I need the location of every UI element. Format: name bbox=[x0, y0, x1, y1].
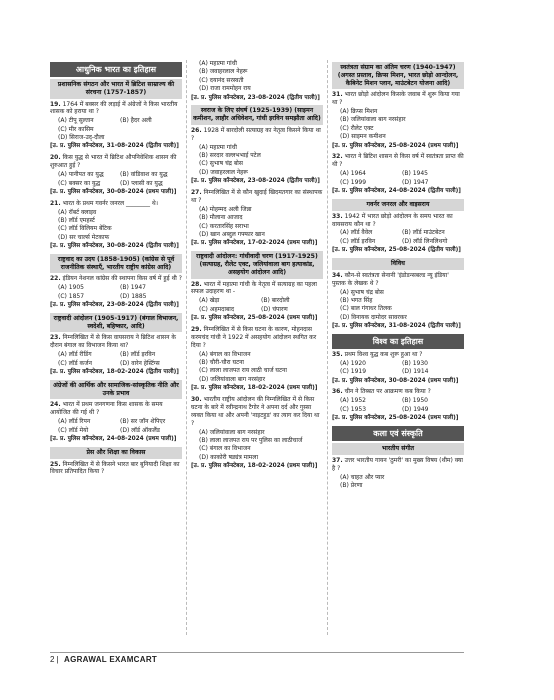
option: (D) काकोरी षड्यंत्र मामला bbox=[199, 453, 259, 461]
option: (D) 1914 bbox=[402, 368, 429, 376]
question-24 bbox=[50, 401, 182, 417]
options bbox=[332, 170, 464, 187]
option: (C) मीर कासिम bbox=[58, 125, 94, 133]
column-3 bbox=[332, 60, 464, 490]
question-number: 28. bbox=[191, 280, 202, 288]
exam-source: [उ. प्र. पुलिस कॉन्स्टेबल, 25-08-2024 (प्रथम पाली)] bbox=[191, 315, 318, 322]
subsection-heading: राष्ट्रवादी आंदोलन: गांधीवादी चरण (1917-1925) (सत्याग्रह, रौलेट एक्ट, जलियांवाला बाग हत्याकांड, असहयोग आंदोलन आदि) bbox=[191, 251, 323, 278]
question-number: 30. bbox=[191, 396, 202, 403]
question-text: भारत में प्रथम जनगणना किस शासक के समय आयोजित की गई थी ? bbox=[50, 401, 163, 417]
question-29 bbox=[191, 326, 323, 350]
subsection-heading: प्रशासनिक संगठन और भारत में ब्रिटिश साम्राज्य की संरचना (1757-1857) bbox=[50, 79, 182, 99]
question-text: निम्नलिखित में से कौन खुदाई खिदमतगार का संस्थापक था ? bbox=[191, 189, 323, 204]
question-number: 22. bbox=[50, 275, 61, 283]
question-28 bbox=[191, 281, 323, 297]
question-number: 32. bbox=[332, 153, 343, 161]
exam-source: [उ. प्र. पुलिस कॉन्स्टेबल, 30-08-2024 (प्रथम पाली)] bbox=[50, 188, 177, 195]
exam-source: [उ. प्र. पुलिस कॉन्स्टेबल, 25-08-2024 (द्वितीय पाली)] bbox=[332, 247, 461, 254]
question-text: किस युद्ध से भारत में ब्रिटिश औपनिवेशिक शासन की शुरुआत हुई ? bbox=[50, 154, 177, 170]
exam-source: [उ. प्र. पुलिस कॉन्स्टेबल, 23-08-2024 (द्वितीय पाली)] bbox=[191, 94, 320, 101]
option: (D) 1885 bbox=[120, 292, 147, 300]
options bbox=[332, 229, 464, 246]
question-text: निम्नलिखित में से किस घटना के कारण, मोहनदास करमचंद गांधी ने 1922 में असहयोग आंदोलन स्थगित कर दिया ? bbox=[191, 325, 317, 349]
page-footer bbox=[50, 652, 464, 665]
subsection-heading: प्रेस और शिक्षा का विकास bbox=[50, 447, 182, 459]
option: (A) लॉर्ड रीडिंग bbox=[58, 351, 92, 359]
question-number: 33. bbox=[332, 212, 343, 220]
option: (D) लॉर्ड लिनलिथगो bbox=[402, 237, 448, 245]
question-text: 1764 में बक्सर की लड़ाई में अंग्रेजों ने किस भारतीय शासक को हराया था ? bbox=[50, 100, 178, 116]
option: (B) प्रेरणा bbox=[340, 481, 363, 489]
subsection-heading: राष्ट्रवाद का उदय (1858-1905) (कांग्रेस से पूर्व राजनीतिक संस्थाएँ, भारतीय राष्ट्रीय कांग्रेस आदि) bbox=[50, 254, 182, 274]
option: (B) भगत सिंह bbox=[340, 296, 373, 304]
option: (B) लॉर्ड इरविन bbox=[120, 351, 156, 359]
option: (C) सुभाष चंद्र बोस bbox=[199, 160, 243, 168]
option: (D) वारेन हेस्टिंग्स bbox=[120, 359, 160, 367]
option: (A) 1964 bbox=[340, 170, 366, 178]
question-number: 19. bbox=[50, 100, 61, 108]
question-27 bbox=[191, 189, 323, 205]
question-number: 27. bbox=[191, 189, 202, 197]
subsection-heading: भारतीय संगीत bbox=[332, 443, 464, 455]
option: (B) 1930 bbox=[402, 359, 428, 367]
question-number: 37. bbox=[332, 456, 343, 464]
options bbox=[191, 297, 323, 314]
question-22 bbox=[50, 275, 182, 283]
option: (D) 1947 bbox=[402, 178, 429, 186]
option: (B) वांडिवाश का युद्ध bbox=[120, 171, 168, 179]
question-text: भारत ने ब्रिटिश शासन से किस वर्ष में स्वतंत्रता प्राप्त की थी ? bbox=[332, 153, 464, 169]
question-23 bbox=[50, 334, 182, 350]
question-26 bbox=[191, 127, 323, 143]
question-text: उत्तर भारतीय गायन 'ठुमरी' का मुख्य विषय (थीम) क्या है ? bbox=[332, 456, 463, 472]
option: (A) सुभाष चंद्र बोस bbox=[340, 288, 384, 296]
option: (C) 1919 bbox=[340, 368, 367, 376]
option: (D) जलियांवाला बाग नरसंहार bbox=[199, 375, 266, 383]
column-1 bbox=[50, 60, 182, 477]
question-20 bbox=[50, 154, 182, 170]
exam-source: [उ. प्र. पुलिस कॉन्स्टेबल, 31-08-2024 (द्वितीय पाली)] bbox=[332, 323, 461, 330]
exam-source: [उ. प्र. पुलिस कॉन्स्टेबल, 23-08-2024 (द्वितीय पाली)] bbox=[50, 302, 179, 309]
question-number: 36. bbox=[332, 388, 343, 396]
option: (A) 1905 bbox=[58, 284, 84, 292]
question-33 bbox=[332, 213, 464, 229]
option: (B) लॉर्ड माउंटबेटन bbox=[402, 229, 445, 237]
option: (A) बंगाल का विभाजन bbox=[199, 350, 251, 358]
question-34 bbox=[332, 272, 464, 288]
options bbox=[50, 117, 182, 125]
question-19 bbox=[50, 101, 182, 117]
publisher-brand: AGRAWAL EXAMCART bbox=[64, 655, 158, 664]
question-text: प्रथम विश्व युद्ध कब शुरू हुआ था ? bbox=[344, 350, 423, 358]
exam-source: [उ. प्र. पुलिस कॉन्स्टेबल, 17-02-2024 (प्रथम पाली)] bbox=[191, 240, 318, 247]
option: (D) सिराज-उद्-दौला bbox=[58, 134, 105, 142]
question-25 bbox=[50, 461, 182, 477]
option: (A) महात्मा गांधी bbox=[199, 60, 237, 67]
section-heading-art-culture: कला एवं संस्कृति bbox=[332, 426, 464, 441]
option: (C) 1999 bbox=[340, 178, 367, 186]
option: (B) मौलाना आजाद bbox=[199, 214, 243, 222]
option: (C) लॉर्ड विलियम बेंटिक bbox=[58, 225, 112, 233]
option: (B) सर जॉन शेपिएर bbox=[120, 418, 166, 426]
question-text: कौन-से स्वतंत्रता सेनानी 'इंडोडन्सबल्ड न्यू इंडिया' पुस्तक के लेखक थे ? bbox=[332, 271, 449, 287]
option: (C) अहमदाबाद bbox=[199, 305, 235, 313]
option: (A) खेड़ा bbox=[199, 297, 220, 305]
option: (B) बारदोली bbox=[261, 297, 290, 305]
exam-source: [उ. प्र. पुलिस कॉन्स्टेबल, 30-08-2024 (प्रथम पाली)] bbox=[332, 377, 459, 384]
question-text: भारत छोड़ो आंदोलन किसके जवाब में शुरू किया गया था ? bbox=[332, 91, 460, 107]
question-number: 29. bbox=[191, 325, 202, 333]
options bbox=[50, 171, 182, 188]
subsection-heading: स्वराज के लिए संघर्ष (1925-1939) (साइमन कमीशन, लाहौर अधिवेशन, गांधी इरविन समझौता आदि) bbox=[191, 105, 323, 125]
option: (B) हैदर अली bbox=[120, 117, 152, 125]
column-divider bbox=[186, 60, 187, 635]
section-heading-world-history: विश्व का इतिहास bbox=[332, 334, 464, 349]
option: (A) रॉबर्ट क्लाइव bbox=[58, 208, 97, 216]
question-35 bbox=[332, 351, 464, 359]
question-number: 23. bbox=[50, 334, 61, 342]
question-number: 35. bbox=[332, 350, 343, 358]
option: (A) टीपू सुल्तान bbox=[58, 117, 94, 125]
option: (B) जलियांवाला बाग नरसंहार bbox=[340, 116, 406, 124]
option: (A) 1920 bbox=[340, 359, 366, 367]
option: (D) लॉर्ड ऑकलैंड bbox=[120, 426, 160, 434]
question-number: 34. bbox=[332, 271, 343, 279]
option: (A) लॉर्ड रिपन bbox=[58, 418, 91, 426]
option: (C) दयानंद सरस्वती bbox=[199, 76, 244, 84]
option: (D) सर चार्ल्स मेटकाफ bbox=[58, 233, 110, 241]
option: (C) लाला लाजपत राय लाठी चार्ज घटना bbox=[199, 367, 287, 375]
exam-source: [उ. प्र. पुलिस कॉन्स्टेबल, 18-02-2024 (प्रथम पाली)] bbox=[191, 463, 318, 470]
question-36 bbox=[332, 388, 464, 396]
question-number: 21. bbox=[50, 199, 61, 207]
option: (C) लॉर्ड इरविन bbox=[340, 237, 376, 245]
subsection-heading: राष्ट्रवादी आंदोलन (1905-1917) (बंगाल विभाजन, स्वदेशी, बहिष्कार, आदि) bbox=[50, 313, 182, 333]
question-number: 20. bbox=[50, 154, 61, 162]
question-number: 26. bbox=[191, 126, 202, 134]
page-content bbox=[50, 60, 464, 635]
column-2 bbox=[191, 60, 323, 474]
option: (D) विनायक दामोदर सावरकर bbox=[340, 313, 407, 321]
question-37 bbox=[332, 457, 464, 473]
option: (D) 1949 bbox=[402, 405, 429, 413]
option: (C) रौलेट एक्ट bbox=[340, 124, 374, 132]
option: (A) लॉर्ड वैवेल bbox=[340, 229, 373, 237]
option: (A) चाहत और प्यार bbox=[340, 473, 385, 481]
option: (B) 1947 bbox=[120, 284, 146, 292]
option: (B) जवाहरलाल नेहरू bbox=[199, 68, 248, 76]
exam-source: [उ. प्र. पुलिस कॉन्स्टेबल, 25-08-2024 (प्रथम पाली)] bbox=[332, 142, 459, 149]
option: (A) 1952 bbox=[340, 397, 366, 405]
exam-source: [उ. प्र. पुलिस कॉन्स्टेबल, 24-08-2024 (द्वितीय पाली)] bbox=[332, 188, 461, 195]
options bbox=[50, 351, 182, 368]
question-number: 31. bbox=[332, 91, 343, 99]
options bbox=[332, 397, 464, 414]
option: (B) 1945 bbox=[402, 170, 428, 178]
options bbox=[50, 418, 182, 435]
option: (A) क्रिप्स मिशन bbox=[340, 108, 378, 116]
exam-source: [उ. प्र. पुलिस कॉन्स्टेबल, 18-02-2024 (द्वितीय पाली)] bbox=[50, 369, 179, 376]
question-text: 1942 में भारत छोड़ो आंदोलन के समय भारत का वायसराय कौन था ? bbox=[332, 212, 453, 228]
question-32 bbox=[332, 153, 464, 169]
option: (B) सरदार वल्लभभाई पटेल bbox=[199, 152, 261, 160]
subsection-heading: अंग्रेजों की आर्थिक और सामाजिक-सांस्कृतिक नीति और उनके प्रभाव bbox=[50, 380, 182, 400]
question-text: निम्नलिखित में से किसने भारत बार बुनियादी शिक्षा का विचार प्रतिपादित किया ? bbox=[50, 460, 180, 476]
option: (C) 1953 bbox=[340, 405, 367, 413]
exam-source: [उ. प्र. पुलिस कॉन्स्टेबल, 24-08-2024 (प्रथम पाली)] bbox=[50, 435, 177, 442]
options bbox=[332, 360, 464, 377]
subsection-heading: विविध bbox=[332, 258, 464, 270]
question-number: 25. bbox=[50, 460, 61, 468]
question-text: निम्नलिखित में से किस वायसराय ने ब्रिटिश शासन के दौरान बंगाल का विभाजन किया था? bbox=[50, 334, 176, 350]
option: (B) लाला लाजपत राय पर पुलिस का लाठीचार्ज bbox=[199, 437, 303, 445]
option: (C) बक्सर का युद्ध bbox=[58, 179, 101, 187]
option: (A) पानीपत का युद्ध bbox=[58, 171, 104, 179]
subsection-heading: गवर्नर जनरल और वाइसराय bbox=[332, 199, 464, 211]
question-text: 1928 में बारदोली सत्याग्रह का नेतृत्व किसने किया था ? bbox=[191, 126, 321, 142]
column-divider bbox=[327, 60, 328, 635]
question-text: इंडियन नेशनल कांग्रेस की स्थापना किस वर्ष में हुई थी ? bbox=[62, 275, 182, 283]
option: (D) चंपारण bbox=[261, 305, 288, 313]
option: (D) साइमन कमीशन bbox=[340, 133, 386, 141]
exam-source: [उ. प्र. पुलिस कॉन्स्टेबल, 23-08-2024 (द्वितीय पाली)] bbox=[191, 178, 320, 185]
option: (B) लॉर्ड एमहर्स्ट bbox=[58, 217, 95, 224]
question-number: 24. bbox=[50, 401, 61, 409]
option: (B) 1950 bbox=[402, 397, 428, 405]
option: (A) मोहम्मद अली जिन्ना bbox=[199, 205, 252, 213]
option: (A) जलियांवाला बाग नरसंहार bbox=[199, 428, 265, 436]
option: (C) करतारसिंह सराभा bbox=[199, 222, 249, 230]
question-21 bbox=[50, 200, 182, 208]
page-number: 2 | bbox=[50, 655, 59, 664]
question-text: भारत के प्रथम गवर्नर जनरल ________ थे। bbox=[62, 199, 159, 207]
option: (B) चौरी-चौरा घटना bbox=[199, 359, 244, 367]
section-heading-modern-india: आधुनिक भारत का इतिहास bbox=[50, 62, 182, 77]
option: (A) महात्मा गांधी bbox=[199, 143, 237, 151]
exam-source: [उ. प्र. पुलिस कॉन्स्टेबल, 25-08-2024 (प्रथम पाली)] bbox=[332, 415, 459, 422]
option: (D) जवाहरलाल नेहरू bbox=[199, 168, 248, 176]
option: (C) 1857 bbox=[58, 292, 85, 300]
question-text: चीन ने तिब्बत पर आक्रमण कब किया ? bbox=[344, 388, 431, 396]
question-text: भारतीय राष्ट्रीय आंदोलन की निम्नलिखित में से किस घटना के बारे में रवीन्द्रनाथ टैगोर ने अपना दर्द और गुस्सा व्यक्त किया था और अपनी 'नाइटहुड' का त्याग कर दिया था ? bbox=[191, 396, 320, 427]
subsection-heading: स्वतंत्रता संग्राम का अंतिम चरण (1940-1947) (अगस्त प्रस्ताव, क्रिप्स मिशन, भारत छोड़ो आन्दोलन, कैबिनेट मिशन प्लान, माउंटबेटन योजना आदि) bbox=[332, 62, 464, 89]
question-30 bbox=[191, 396, 323, 428]
option: (C) बाल गंगाधर तिलक bbox=[340, 305, 392, 313]
options bbox=[50, 284, 182, 301]
question-text: भारत में महात्मा गांधी के नेतृत्व में सत्याग्रह का पहला सफल उदाहरण था - bbox=[191, 280, 317, 296]
exam-source: [उ. प्र. पुलिस कॉन्स्टेबल, 30-08-2024 (द्वितीय पाली)] bbox=[50, 243, 179, 250]
exam-source: [उ. प्र. पुलिस कॉन्स्टेबल, 18-02-2024 (प्रथम पाली)] bbox=[191, 385, 318, 392]
option: (C) लॉर्ड कर्जन bbox=[58, 359, 92, 367]
option: (D) प्लासी का युद्ध bbox=[120, 179, 163, 187]
exam-source: [उ. प्र. पुलिस कॉन्स्टेबल, 31-08-2024 (द्वितीय पाली)] bbox=[50, 143, 179, 150]
option: (C) बंगाल का विभाजन bbox=[199, 445, 251, 453]
question-31 bbox=[332, 91, 464, 107]
option: (D) राजा राममोहन राय bbox=[199, 85, 251, 93]
option: (C) लॉर्ड मेयो bbox=[58, 426, 89, 434]
option: (D) खान अब्दुल गफ्फार खान bbox=[199, 231, 265, 239]
